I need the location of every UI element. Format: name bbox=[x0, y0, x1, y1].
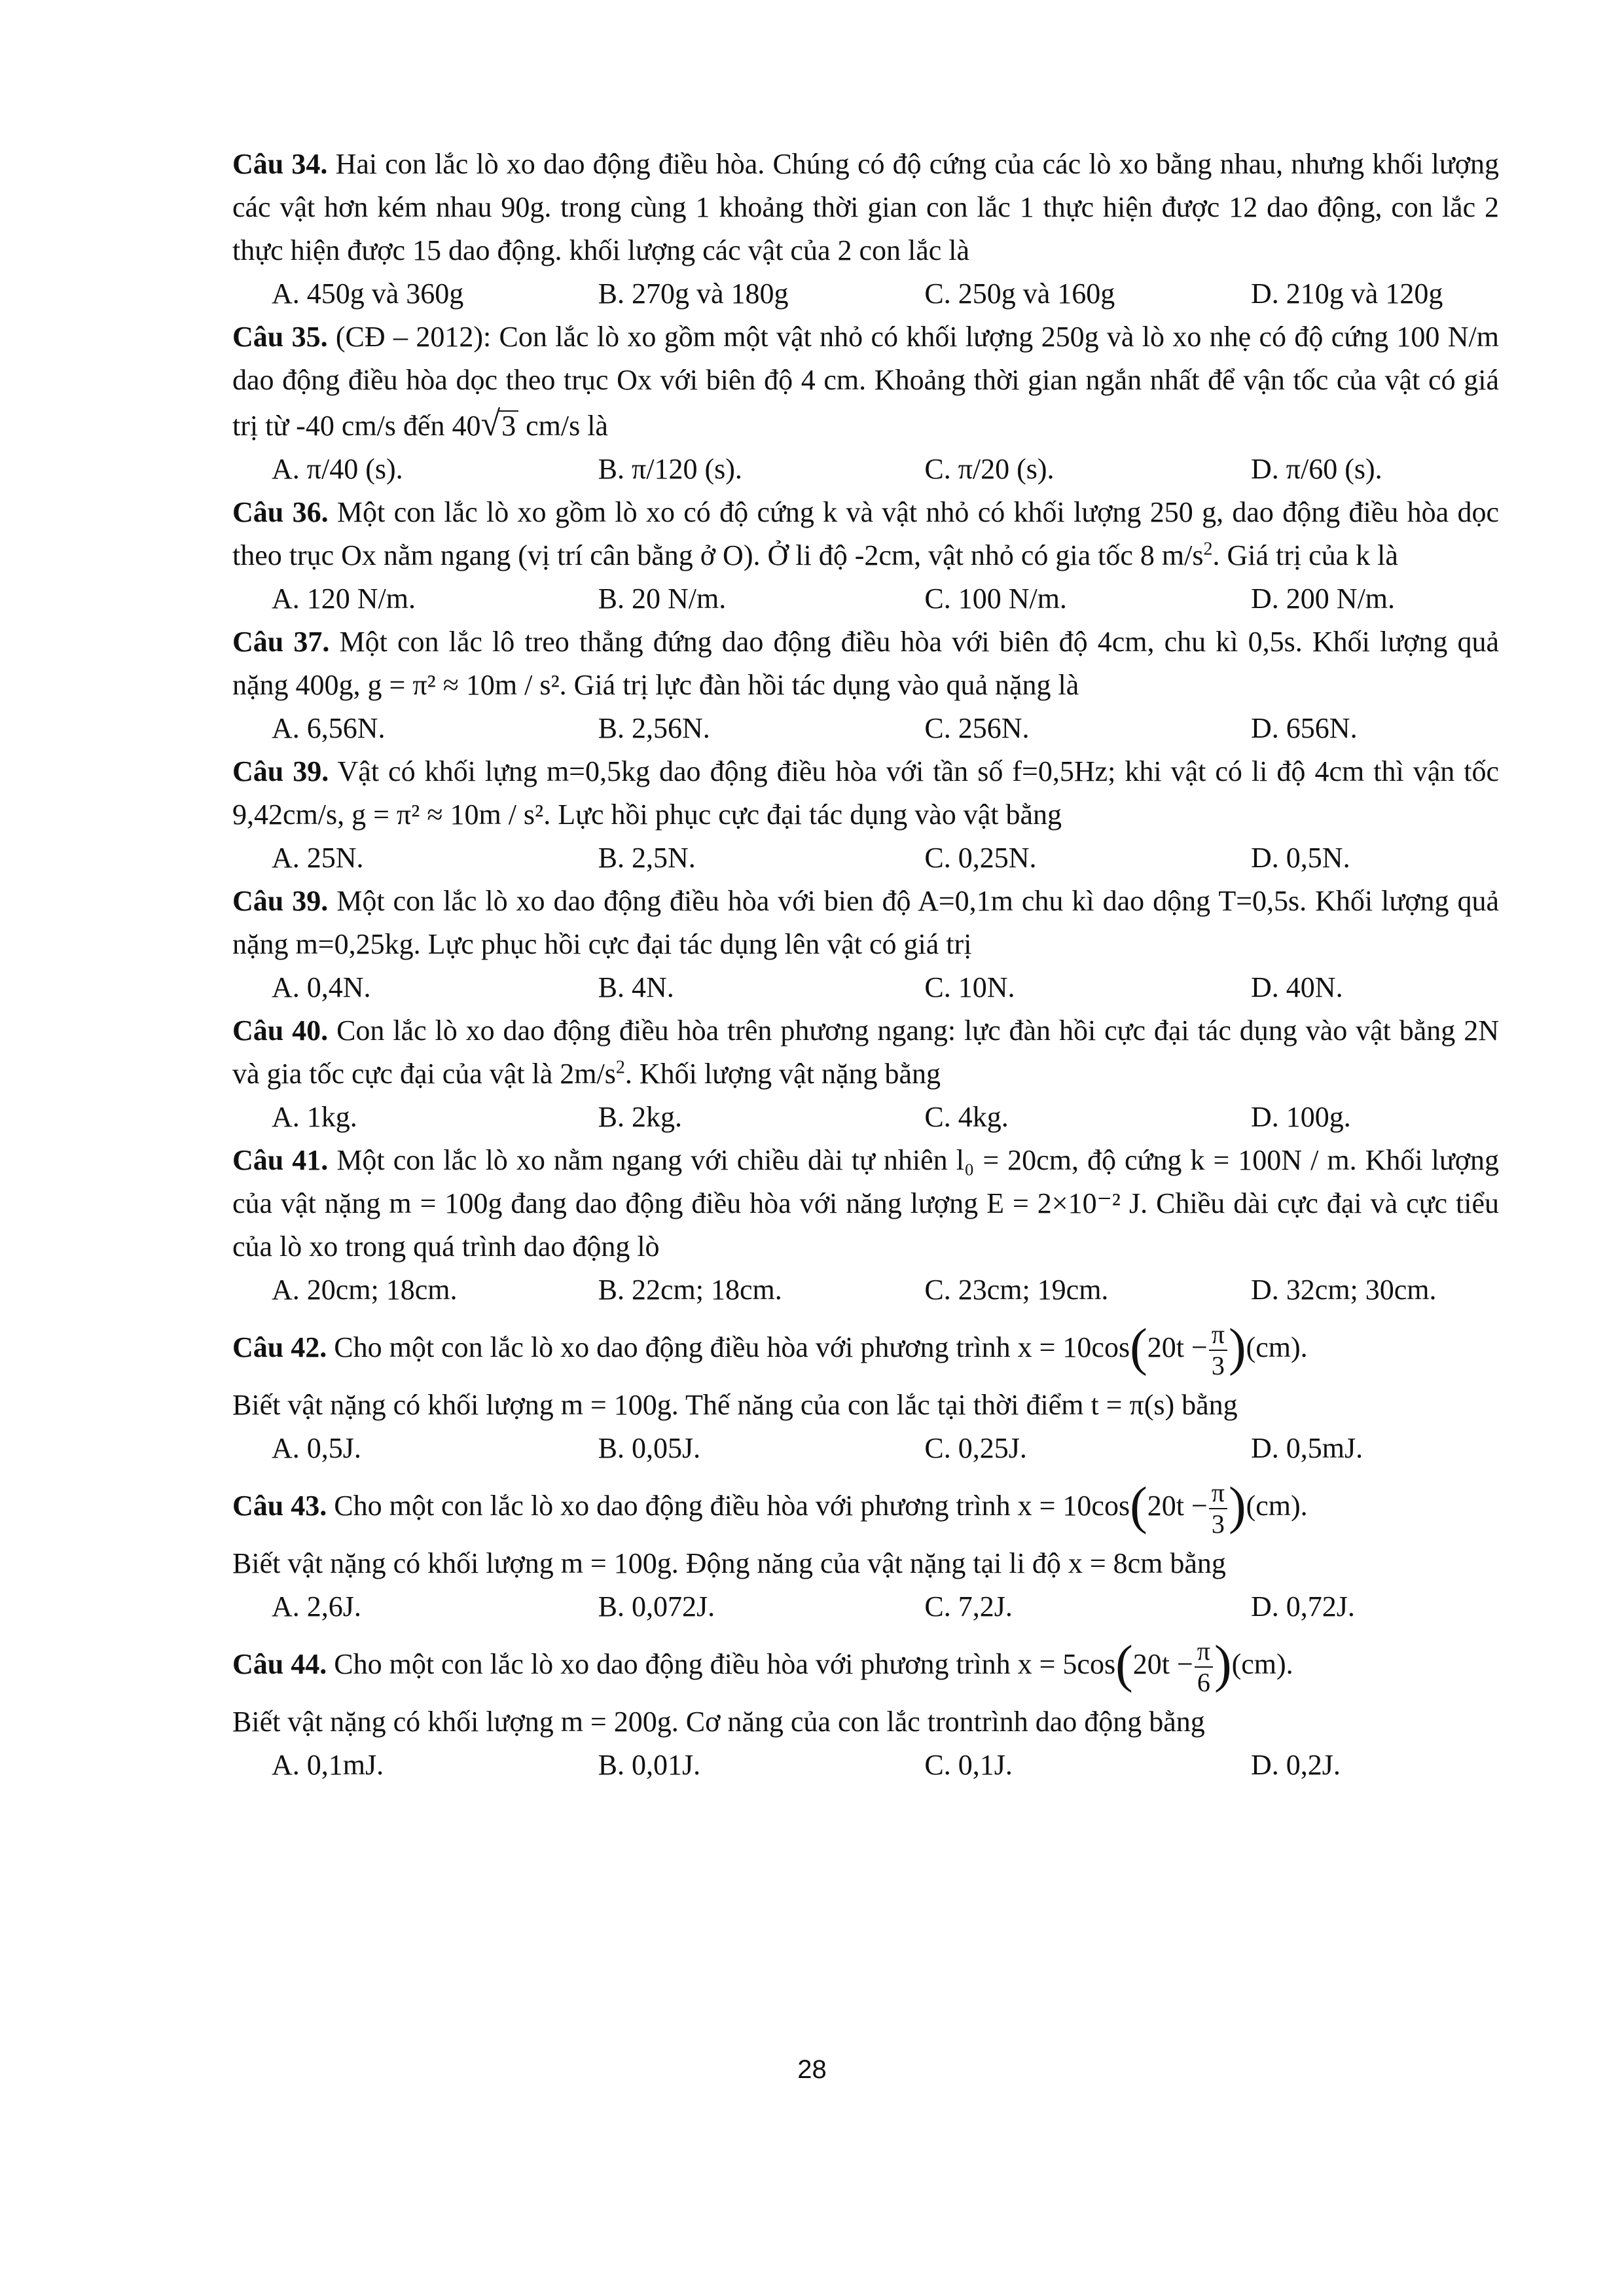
question-text: Cho một con lắc lò xo dao động điều hòa với phương trình bbox=[327, 1331, 1018, 1363]
fraction-numerator: π bbox=[1209, 1319, 1227, 1351]
left-paren: ( bbox=[1130, 1477, 1147, 1535]
option-a: A. 2,6J. bbox=[272, 1590, 361, 1623]
root-value: 3 bbox=[499, 410, 518, 440]
question-41 bbox=[232, 1139, 1499, 1312]
question-stem-line-2 bbox=[232, 1700, 1499, 1744]
option-a: A. 0,5J. bbox=[272, 1432, 361, 1464]
option-d: D. 656N. bbox=[1251, 712, 1358, 744]
question-text: (CĐ – 2012): Con lắc lò xo gồm một vật nhỏ có khối lượng 250g và lò xo nhẹ có độ cứng 100 N/m dao động điều hòa dọc theo trục Ox với biên độ 4 cm. Khoảng thời gian ngắn nhất để vận tốc của vật có giá trị từ -40 cm/s đến bbox=[232, 321, 1499, 442]
fraction-denominator: 3 bbox=[1211, 1509, 1225, 1539]
question-text: . Thế năng của con lắc tại thời điểm bbox=[671, 1389, 1091, 1421]
question-text: Một con lắc lò xo dao động điều hòa với bien độ A=0,1m chu kì dao dộng T=0,5s. Khối lượng quả nặng m=0,25kg. Lực phục hồi cực đại tác dụng lên vật có giá trị bbox=[232, 885, 1499, 960]
question-42 bbox=[232, 1312, 1499, 1470]
equation-prefix: x = 10cos bbox=[1017, 1490, 1130, 1522]
option-d: D. 0,5N. bbox=[1251, 842, 1350, 874]
option-b: B. 22cm; 18cm. bbox=[598, 1274, 782, 1306]
option-a: A. 20cm; 18cm. bbox=[272, 1274, 458, 1306]
fraction bbox=[1209, 1319, 1227, 1381]
option-c: C. 0,1J. bbox=[924, 1749, 1013, 1781]
question-36 bbox=[232, 491, 1499, 620]
velocity-value: 40 bbox=[452, 410, 481, 442]
option-b: B. 4N. bbox=[598, 971, 674, 1003]
option-d: D. 40N. bbox=[1251, 971, 1343, 1003]
question-text-end: . Giá trị của k là bbox=[1212, 539, 1398, 571]
option-c: C. 10N. bbox=[924, 971, 1015, 1003]
question-text-end: . Khối lượng vật nặng bằng bbox=[624, 1058, 941, 1090]
equation-argument: 20t − bbox=[1147, 1331, 1208, 1363]
question-text-end: . Cơ năng của con lắc trontrình dao động bằng bbox=[671, 1706, 1205, 1738]
question-stem bbox=[232, 880, 1499, 966]
option-c: C. 0,25J. bbox=[924, 1432, 1027, 1464]
question-text: Cho một con lắc lò xo dao động điều hòa với phương trình bbox=[327, 1648, 1018, 1680]
question-text: Một con lắc lò xo nằm ngang với chiều dài tự nhiên bbox=[328, 1144, 956, 1176]
mass-formula: m = 100g bbox=[389, 1187, 503, 1219]
question-43 bbox=[232, 1470, 1499, 1628]
question-stem bbox=[232, 1312, 1499, 1384]
option-c: C. 7,2J. bbox=[924, 1590, 1013, 1623]
answer-options bbox=[272, 1585, 1499, 1628]
time-formula: t = π(s) bbox=[1091, 1389, 1175, 1421]
question-text-end: . Lực hồi phục cực đại tác dụng vào vật bằng bbox=[543, 798, 1062, 831]
left-paren: ( bbox=[1130, 1319, 1147, 1376]
option-d: D. 0,5mJ. bbox=[1251, 1432, 1363, 1464]
question-text: Cho một con lắc lò xo dao động điều hòa với phương trình bbox=[327, 1490, 1018, 1522]
question-label: Câu 36. bbox=[232, 496, 329, 528]
question-text-end: cm/s là bbox=[518, 410, 608, 442]
question-label: Câu 42. bbox=[232, 1331, 327, 1363]
question-label: Câu 34. bbox=[232, 148, 328, 180]
question-text: đang dao động điều hòa với năng lượng bbox=[502, 1187, 987, 1219]
question-stem bbox=[232, 750, 1499, 836]
question-text: . Khối lượng của vật nặng bbox=[232, 1144, 1499, 1219]
mass-formula: m = 100g bbox=[560, 1547, 672, 1579]
option-b: B. 2,56N. bbox=[598, 712, 710, 744]
question-39b bbox=[232, 880, 1499, 1009]
question-label: Câu 44. bbox=[232, 1648, 327, 1680]
option-a: A. 1kg. bbox=[272, 1101, 357, 1133]
option-b: B. 0,072J. bbox=[598, 1590, 715, 1623]
question-44 bbox=[232, 1628, 1499, 1787]
question-stem bbox=[232, 1470, 1499, 1542]
answer-options bbox=[272, 577, 1499, 620]
fraction bbox=[1195, 1636, 1213, 1698]
superscript: 2 bbox=[615, 1057, 625, 1078]
fraction bbox=[1209, 1478, 1227, 1539]
position-formula: x = 8cm bbox=[1068, 1547, 1163, 1579]
equation-argument: 20t − bbox=[1147, 1490, 1208, 1522]
energy-formula: E = 2×10⁻² J bbox=[986, 1187, 1141, 1219]
question-label: Câu 39. bbox=[232, 885, 329, 917]
question-40 bbox=[232, 1009, 1499, 1139]
option-b: B. 2kg. bbox=[598, 1101, 683, 1133]
question-text: Biết vật nặng có khối lượng bbox=[232, 1706, 561, 1738]
answer-options bbox=[272, 966, 1499, 1009]
question-stem bbox=[232, 1009, 1499, 1096]
question-stem bbox=[232, 315, 1499, 448]
question-text-end: bằng bbox=[1163, 1547, 1226, 1579]
option-b: B. 2,5N. bbox=[598, 842, 696, 874]
equation-prefix: x = 10cos bbox=[1017, 1331, 1130, 1363]
question-34 bbox=[232, 143, 1499, 315]
question-stem bbox=[232, 491, 1499, 577]
answer-options bbox=[272, 272, 1499, 315]
option-d: D. 200 N/m. bbox=[1251, 583, 1396, 615]
question-label: Câu 39. bbox=[232, 755, 329, 787]
question-text: Một con lắc lò xo gồm lò xo có độ cứng k và vật nhỏ có khối lượng 250 g, dao động điều hòa dọc theo trục Ox nằm ngang (vị trí cân bằng ở O). Ở li độ -2cm, vật nhỏ có gia tốc 8 m/s bbox=[232, 496, 1499, 571]
question-stem-line-2 bbox=[232, 1542, 1499, 1585]
answer-options bbox=[272, 1096, 1499, 1139]
question-stem-line-2 bbox=[232, 1384, 1499, 1427]
equation-argument: 20t − bbox=[1132, 1648, 1193, 1680]
option-c: C. π/20 (s). bbox=[924, 453, 1055, 485]
right-paren: ) bbox=[1228, 1477, 1246, 1535]
question-text: . Động năng của vật nặng tại li độ bbox=[671, 1547, 1068, 1579]
option-d: D. π/60 (s). bbox=[1251, 453, 1382, 485]
question-label: Câu 40. bbox=[232, 1014, 329, 1047]
question-label: Câu 41. bbox=[232, 1144, 329, 1176]
question-text-end: bằng bbox=[1174, 1389, 1238, 1421]
option-b: B. 0,01J. bbox=[598, 1749, 701, 1781]
page-content bbox=[232, 143, 1499, 1787]
fraction-numerator: π bbox=[1209, 1478, 1227, 1509]
question-stem bbox=[232, 143, 1499, 272]
question-text: Hai con lắc lò xo dao động điều hòa. Chúng có độ cứng của các lò xo bằng nhau, nhưng khối lượng các vật hơn kém nhau 90g. trong cùng 1 khoảng thời gian con lắc 1 thực hiện được 12 dao động, con lắc 2 thực hiện được 15 dao động. khối lượng các vật của 2 con lắc là bbox=[232, 148, 1499, 266]
question-stem bbox=[232, 620, 1499, 707]
option-a: A. 0,4N. bbox=[272, 971, 371, 1003]
question-label: Câu 43. bbox=[232, 1490, 327, 1522]
fraction-numerator: π bbox=[1195, 1636, 1213, 1668]
option-b: B. 0,05J. bbox=[598, 1432, 701, 1464]
option-a: A. 25N. bbox=[272, 842, 364, 874]
option-c: C. 256N. bbox=[924, 712, 1030, 744]
question-label: Câu 37. bbox=[232, 626, 330, 658]
option-d: D. 210g và 120g bbox=[1251, 278, 1443, 310]
answer-options bbox=[272, 1427, 1499, 1470]
mass-formula: m = 100g bbox=[560, 1389, 672, 1421]
fraction-denominator: 3 bbox=[1211, 1350, 1225, 1380]
gravity-formula: g = π² ≈ 10m / s² bbox=[352, 798, 544, 831]
question-37 bbox=[232, 620, 1499, 750]
question-35 bbox=[232, 315, 1499, 491]
equation-unit: (cm) bbox=[1246, 1490, 1301, 1522]
question-text: , độ cứng bbox=[1071, 1144, 1191, 1176]
right-paren: ) bbox=[1228, 1319, 1246, 1376]
option-c: C. 250g và 160g bbox=[924, 278, 1115, 310]
question-text-end: . Giá trị lực đàn hồi tác dụng vào quả nặng là bbox=[559, 669, 1079, 701]
fraction-denominator: 6 bbox=[1197, 1667, 1210, 1697]
option-c: C. 0,25N. bbox=[924, 842, 1037, 874]
option-b: B. π/120 (s). bbox=[598, 453, 742, 485]
right-paren: ) bbox=[1214, 1636, 1232, 1693]
natural-length-formula: l₀ = 20cm bbox=[956, 1144, 1072, 1176]
answer-options bbox=[272, 1744, 1499, 1787]
question-text-end: . Chiều dài cực đại và cực tiểu của lò xo trong quá trình dao động lò bbox=[232, 1187, 1500, 1263]
question-text: Con lắc lò xo dao động điều hòa trên phương ngang: lực đàn hồi cực đại tác dụng vào vật bằng 2N và gia tốc cực đại của vật là 2m/s bbox=[232, 1014, 1499, 1090]
question-text: Một con lắc lô treo thẳng đứng dao động điều hòa với biên độ 4cm, chu kì 0,5s. Khối lượng quả nặng 400g, bbox=[232, 626, 1499, 701]
option-b: B. 20 N/m. bbox=[598, 583, 727, 615]
question-text: Biết vật nặng có khối lượng bbox=[232, 1389, 561, 1421]
oscillation-equation: x = 5cos(20t − $\frac{\pi}{6}$ )(cm). bbox=[1017, 1636, 1293, 1697]
answer-options bbox=[272, 448, 1499, 491]
equation-unit: (cm) bbox=[1231, 1648, 1286, 1680]
mass-formula: m = 200g bbox=[560, 1706, 672, 1738]
option-a: A. 6,56N. bbox=[272, 712, 386, 744]
option-c: C. 23cm; 19cm. bbox=[924, 1274, 1109, 1306]
stiffness-formula: k = 100N / m bbox=[1190, 1144, 1350, 1176]
question-text: Vật có khối lựng m=0,5kg dao động điều hòa với tần số f=0,5Hz; khi vật có li độ 4cm thì vận tốc 9,42cm/s, bbox=[232, 755, 1499, 831]
option-c: C. 4kg. bbox=[924, 1101, 1009, 1133]
superscript: 2 bbox=[1203, 539, 1213, 560]
question-label: Câu 35. bbox=[232, 321, 328, 353]
equation-unit: (cm) bbox=[1246, 1331, 1301, 1363]
square-root-sign: √ bbox=[480, 404, 501, 443]
option-d: D. 0,72J. bbox=[1251, 1590, 1355, 1623]
question-39a bbox=[232, 750, 1499, 880]
left-paren: ( bbox=[1115, 1636, 1133, 1693]
question-stem bbox=[232, 1139, 1499, 1268]
page-number: 28 bbox=[797, 2055, 827, 2084]
answer-options bbox=[272, 1268, 1499, 1312]
answer-options bbox=[272, 707, 1499, 750]
option-a: A. π/40 (s). bbox=[272, 453, 403, 485]
option-c: C. 100 N/m. bbox=[924, 583, 1067, 615]
option-a: A. 450g và 360g bbox=[272, 278, 464, 310]
option-a: A. 120 N/m. bbox=[272, 583, 416, 615]
oscillation-equation: x = 10cos(20t − $\frac{\pi}{3}$ )(cm). bbox=[1017, 1319, 1308, 1380]
oscillation-equation: x = 10cos(20t − $\frac{\pi}{3}$ )(cm). bbox=[1017, 1477, 1308, 1539]
question-text: Biết vật nặng có khối lượng bbox=[232, 1547, 561, 1579]
option-a: A. 0,1mJ. bbox=[272, 1749, 384, 1781]
equation-prefix: x = 5cos bbox=[1017, 1648, 1116, 1680]
option-d: D. 32cm; 30cm. bbox=[1251, 1274, 1437, 1306]
option-b: B. 270g và 180g bbox=[598, 278, 789, 310]
gravity-formula: g = π² ≈ 10m / s² bbox=[367, 669, 560, 701]
question-stem bbox=[232, 1628, 1499, 1700]
option-d: D. 0,2J. bbox=[1251, 1749, 1341, 1781]
option-d: D. 100g. bbox=[1251, 1101, 1351, 1133]
answer-options bbox=[272, 836, 1499, 880]
